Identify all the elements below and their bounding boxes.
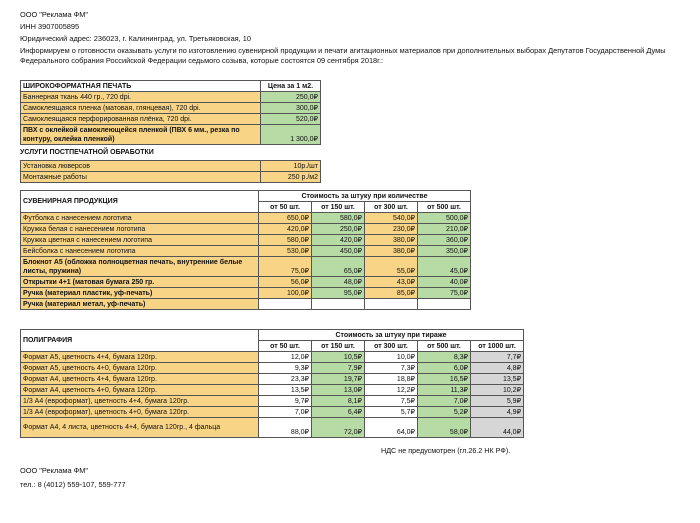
column-header: от 150 шт. (312, 202, 365, 213)
price-cell: 16,5₽ (418, 374, 471, 385)
price-cell: 580,0₽ (312, 213, 365, 224)
post-print-table (20, 160, 321, 183)
price-cell: 580,0₽ (259, 235, 312, 246)
item-price: 300,0₽ (261, 103, 321, 114)
price-cell: 420,0₽ (259, 224, 312, 235)
table-row (21, 92, 321, 103)
item-name: Формат А4, 4 листа, цветность 4+4, бумага 120гр., 4 фальца (21, 418, 259, 438)
price-cell: 12,2₽ (365, 385, 418, 396)
item-name: Формат А5, цветность 4+0, бумага 120гр. (21, 363, 259, 374)
price-cell: 250,0₽ (312, 224, 365, 235)
price-cell: 95,0₽ (312, 288, 365, 299)
vat-note: НДС не предусмотрен (гл.26.2 НК РФ). (381, 446, 511, 455)
table-row (21, 235, 471, 246)
price-cell (259, 299, 312, 310)
footer-company: ООО "Реклама ФМ" (20, 466, 89, 475)
table-row (21, 257, 471, 277)
table-row (21, 246, 471, 257)
company-inn: ИНН 3907005895 (20, 22, 80, 31)
price-cell: 380,0₽ (365, 246, 418, 257)
price-cell: 540,0₽ (365, 213, 418, 224)
table-row (21, 352, 524, 363)
price-cell: 350,0₽ (418, 246, 471, 257)
intro-text: Информируем о готовности оказывать услуги по изготовлению сувенирной продукции и печати агитационных материалов при дополнительных выборах Депутатов Государственной Думы Федерального собрания Российской Федерации седьмого созыва, которые состоятся 09 сентября 2018г.: (20, 46, 666, 65)
souvenir-group-header: Стоимость за штуку при количестве (259, 191, 471, 202)
item-price: 520,0₽ (261, 114, 321, 125)
table-row (21, 161, 321, 172)
item-name: Формат А4, цветность 4+0, бумага 120гр. (21, 385, 259, 396)
price-cell: 5,9₽ (471, 396, 524, 407)
table-row (21, 172, 321, 183)
column-header: от 500 шт. (418, 202, 471, 213)
price-cell: 13,5₽ (471, 374, 524, 385)
price-cell: 10,5₽ (312, 352, 365, 363)
souvenir-table (20, 190, 471, 310)
price-cell: 7,9₽ (312, 363, 365, 374)
polygraphy-title: ПОЛИГРАФИЯ (21, 330, 259, 352)
item-price: 250 р./м2 (261, 172, 321, 183)
price-cell: 13,0₽ (312, 385, 365, 396)
price-cell: 88,0₽ (259, 418, 312, 438)
price-cell: 7,0₽ (259, 407, 312, 418)
price-cell: 8,3₽ (418, 352, 471, 363)
price-cell: 230,0₽ (365, 224, 418, 235)
price-cell: 5,2₽ (418, 407, 471, 418)
item-price: 10р./шт (261, 161, 321, 172)
column-header: от 300 шт. (365, 341, 418, 352)
table-row (21, 288, 471, 299)
item-name: Ручка (материал пластик, уф-печать) (21, 288, 259, 299)
price-cell: 8,1₽ (312, 396, 365, 407)
column-header: от 1000 шт. (471, 341, 524, 352)
price-cell: 12,0₽ (259, 352, 312, 363)
table-row (21, 299, 471, 310)
price-cell: 75,0₽ (418, 288, 471, 299)
price-cell: 43,0₽ (365, 277, 418, 288)
price-cell: 9,7₽ (259, 396, 312, 407)
price-cell: 44,0₽ (471, 418, 524, 438)
item-name: Формат А5, цветность 4+4, бумага 120гр. (21, 352, 259, 363)
item-name: Формат А4, цветность 4+4, бумага 120гр. (21, 374, 259, 385)
table-row (21, 396, 524, 407)
item-name: Монтажные работы (21, 172, 261, 183)
price-cell: 500,0₽ (418, 213, 471, 224)
footer-phone: тел.: 8 (4012) 559-107, 559-777 (20, 480, 126, 489)
table-row (21, 224, 471, 235)
price-cell: 420,0₽ (312, 235, 365, 246)
price-cell: 18,8₽ (365, 374, 418, 385)
price-cell: 5,7₽ (365, 407, 418, 418)
column-header: от 300 шт. (365, 202, 418, 213)
item-name: Установка люверсов (21, 161, 261, 172)
price-cell: 75,0₽ (259, 257, 312, 277)
item-name: Открытки 4+1 (матовая бумага 250 гр. (21, 277, 259, 288)
price-cell: 6,0₽ (418, 363, 471, 374)
item-name: 1/3 А4 (еврoформат), цветность 4+4, бумага 120гр. (21, 396, 259, 407)
item-name: Кружка белая с нанесением логотипа (21, 224, 259, 235)
souvenir-title: СУВЕНИРНАЯ ПРОДУКЦИЯ (21, 191, 259, 213)
item-name: 1/3 А4 (еврoформат), цветность 4+0, бумага 120гр. (21, 407, 259, 418)
price-cell: 210,0₽ (418, 224, 471, 235)
price-cell: 4,9₽ (471, 407, 524, 418)
polygraphy-table (20, 329, 524, 438)
price-cell: 4,8₽ (471, 363, 524, 374)
item-name: Баннерная ткань 440 гр., 720 dpi. (21, 92, 261, 103)
table-row (21, 363, 524, 374)
polygraphy-group-header: Стоимость за штуку при тираже (259, 330, 524, 341)
price-cell: 7,0₽ (418, 396, 471, 407)
wide-format-table (20, 80, 321, 145)
price-cell: 19,7₽ (312, 374, 365, 385)
table-row (21, 418, 524, 438)
column-header: от 500 шт. (418, 341, 471, 352)
table-row (21, 103, 321, 114)
price-cell: 450,0₽ (312, 246, 365, 257)
price-cell: 64,0₽ (365, 418, 418, 438)
table-row (21, 125, 321, 145)
table-row (21, 374, 524, 385)
column-header: от 50 шт. (259, 202, 312, 213)
price-cell: 7,7₽ (471, 352, 524, 363)
price-cell (418, 299, 471, 310)
item-price: 250,0₽ (261, 92, 321, 103)
company-address: Юридический адрес: 236023, г. Калининград, ул. Третьяковская, 10 (20, 34, 252, 43)
item-name: Самоклеящаяся пленка (матовая, глянцевая), 720 dpi. (21, 103, 261, 114)
price-cell: 23,3₽ (259, 374, 312, 385)
price-cell: 48,0₽ (312, 277, 365, 288)
price-cell: 7,3₽ (365, 363, 418, 374)
price-cell: 7,5₽ (365, 396, 418, 407)
price-cell: 650,0₽ (259, 213, 312, 224)
price-cell: 10,2₽ (471, 385, 524, 396)
item-name: Бейсболка с нанесением логотипа (21, 246, 259, 257)
table-row (21, 114, 321, 125)
post-print-title: УСЛУГИ ПОСТПЕЧАТНОЙ ОБРАБОТКИ (20, 149, 154, 156)
price-cell: 45,0₽ (418, 257, 471, 277)
item-name: Самоклеящаяся перфорированная плёнка, 720 dpi. (21, 114, 261, 125)
price-cell: 40,0₽ (418, 277, 471, 288)
wide-format-title: ШИРОКОФОРМАТНАЯ ПЕЧАТЬ (21, 81, 261, 92)
table-row (21, 213, 471, 224)
item-name: ПВХ с оклейкой самоклеющейся пленкой (ПВХ 6 мм., резка по контуру, оклейка пленкой) (21, 125, 261, 145)
column-header: от 50 шт. (259, 341, 312, 352)
wide-format-price-header: Цена за 1 м2. (261, 81, 321, 92)
item-name: Ручка (материал метал, уф-печать) (21, 299, 259, 310)
price-cell: 360,0₽ (418, 235, 471, 246)
price-cell: 10,0₽ (365, 352, 418, 363)
price-cell: 85,0₽ (365, 288, 418, 299)
item-name: Кружка цветная с нанесением логотипа (21, 235, 259, 246)
price-cell: 6,4₽ (312, 407, 365, 418)
price-cell: 58,0₽ (418, 418, 471, 438)
price-cell: 530,0₽ (259, 246, 312, 257)
table-row (21, 407, 524, 418)
price-cell (312, 299, 365, 310)
price-cell: 11,3₽ (418, 385, 471, 396)
company-name: ООО "Реклама ФМ" (20, 10, 89, 19)
price-cell: 9,3₽ (259, 363, 312, 374)
table-row (21, 277, 471, 288)
table-row (21, 385, 524, 396)
price-cell: 100,0₽ (259, 288, 312, 299)
price-cell: 13,5₽ (259, 385, 312, 396)
price-cell (365, 299, 418, 310)
price-cell: 55,0₽ (365, 257, 418, 277)
price-cell: 380,0₽ (365, 235, 418, 246)
item-name: Блокнот А5 (обложка полноцветная печать, внутренние белые листы, пружина) (21, 257, 259, 277)
item-name: Футболка с нанесением логотипа (21, 213, 259, 224)
price-cell: 65,0₽ (312, 257, 365, 277)
item-price: 1 300,0₽ (261, 125, 321, 145)
price-cell: 56,0₽ (259, 277, 312, 288)
column-header: от 150 шт. (312, 341, 365, 352)
price-cell: 72,0₽ (312, 418, 365, 438)
